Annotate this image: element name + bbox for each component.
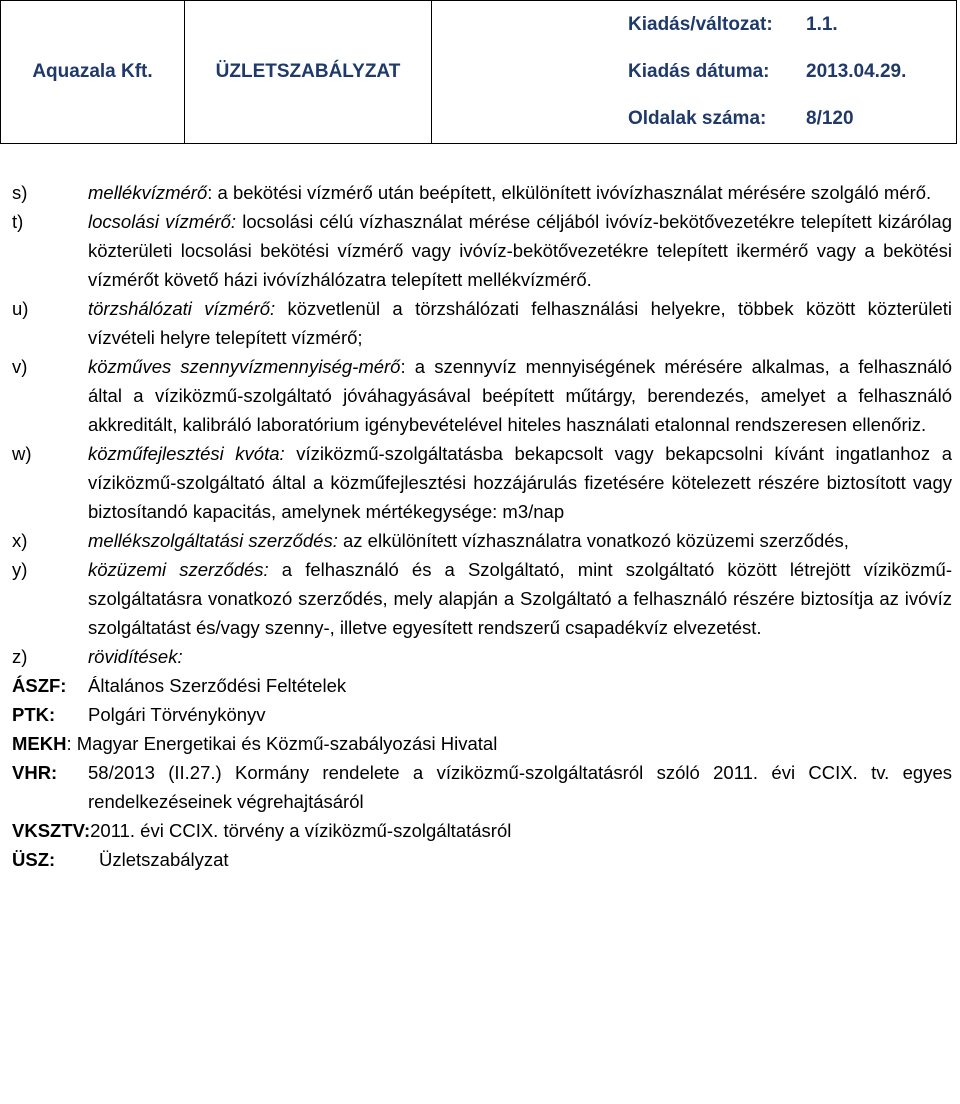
item-text — [88, 439, 952, 526]
pages-row — [628, 96, 956, 143]
item-term: mellékvízmérő — [88, 182, 208, 203]
version-row — [628, 2, 956, 49]
abbreviation-row — [12, 671, 952, 700]
document-body — [12, 178, 952, 874]
definition-item — [12, 294, 952, 352]
item-label: u) — [12, 298, 29, 319]
definition-item — [12, 642, 952, 671]
abbreviation-key: PTK: — [12, 704, 56, 725]
item-label: t) — [12, 211, 24, 232]
definition-item — [12, 207, 952, 294]
definition-item — [12, 352, 952, 439]
item-label: s) — [12, 182, 28, 203]
definition-item — [12, 526, 952, 555]
abbreviation-value: : Magyar Energetikai és Közmű-szabályozási Hivatal — [66, 733, 498, 754]
document-meta — [432, 1, 957, 144]
item-definition: víziközmű-szolgáltatásba bekapcsolt vagy bekapcsolni kívánt ingatlanhoz a víziközmű-szolgáltató által a közműfejlesztési hozzájárulás fizetésére kötelezett részére biztosított vagy biztosítandó kapacitás, amelynek mértékegysége: m3/nap — [88, 443, 952, 522]
date-value: 2013.04.29. — [806, 61, 907, 82]
item-text — [88, 642, 952, 671]
abbreviation-row — [12, 758, 952, 816]
item-definition: az elkülönített vízhasználatra vonatkozó közüzemi szerződés, — [337, 530, 849, 551]
company-name: Aquazala Kft. — [1, 1, 185, 144]
date-label: Kiadás dátuma: — [628, 61, 770, 82]
abbreviation-key: MEKH — [12, 733, 67, 754]
item-definition: locsolási célú vízhasználat mérése céljából ivóvíz-bekötővezetékre telepített kizárólag közterületi locsolási bekötési vízmérő vagy ivóvíz-bekötővezetékre telepített ikermérő vagy a bekötési vízmérőt követő házi ivóvízhálózatra telepített mellékvízmérő. — [88, 211, 952, 290]
abbreviation-row — [12, 845, 952, 874]
item-label: x) — [12, 530, 28, 551]
pages-value: 8/120 — [806, 108, 854, 129]
item-text — [88, 352, 952, 439]
abbreviation-row — [12, 729, 952, 758]
item-text — [88, 555, 952, 642]
item-term: közüzemi szerződés: — [88, 559, 269, 580]
item-definition: : a bekötési vízmérő után beépített, elkülönített ivóvízhasználat mérésére szolgáló mérő. — [207, 182, 932, 203]
abbreviation-key: VHR: — [12, 762, 58, 783]
item-text — [88, 294, 952, 352]
item-label: v) — [12, 356, 28, 377]
abbreviation-value: 2011. évi CCIX. törvény a víziközmű-szolgáltatásról — [90, 820, 512, 841]
abbreviation-key: VKSZTV: — [12, 820, 91, 841]
item-term: rövidítések: — [88, 646, 183, 667]
abbreviation-value: Üzletszabályzat — [99, 849, 229, 870]
date-row — [628, 49, 956, 96]
abbreviation-value: Polgári Törvénykönyv — [88, 704, 266, 725]
pages-label: Oldalak száma: — [628, 108, 767, 129]
item-text — [88, 178, 952, 207]
item-term: közműfejlesztési kvóta: — [88, 443, 285, 464]
item-term: locsolási vízmérő: — [88, 211, 237, 232]
item-text — [88, 526, 952, 555]
item-definition: : a szennyvíz mennyiségének mérésére alkalmas, a felhasználó által a víziközmű-szolgáltató jóváhagyásával beépített műtárgy, berendezés, amelyet a felhasználó akkreditált, kalibráló laboratórium igénybevételével hiteles használati etalonnal rendszeresen ellenőriz. — [88, 356, 952, 435]
item-definition: közvetlenül a törzshálózati felhasználási helyekre, többek között közterületi vízvételi helyre telepített vízmérő; — [88, 298, 952, 348]
item-term: közműves szennyvízmennyiség-mérő — [88, 356, 401, 377]
item-text — [88, 207, 952, 294]
version-label: Kiadás/változat: — [628, 14, 773, 35]
version-value: 1.1. — [806, 14, 838, 35]
abbreviation-key: ÁSZF: — [12, 675, 67, 696]
definition-item — [12, 439, 952, 526]
abbreviation-value: Általános Szerződési Feltételek — [88, 675, 347, 696]
abbreviation-row — [12, 816, 952, 845]
abbreviation-value: 58/2013 (II.27.) Kormány rendelete a víziközmű-szolgáltatásról szóló 2011. évi CCIX. tv. egyes rendelkezéseinek végrehajtásáról — [88, 762, 952, 812]
item-term: törzshálózati vízmérő: — [88, 298, 276, 319]
item-label: z) — [12, 646, 28, 667]
item-definition: a felhasználó és a Szolgáltató, mint szolgáltató között létrejött víziközmű-szolgáltatásra vonatkozó szerződés, mely alapján a Szolgáltató a felhasználó részére biztosítja az ivóvíz szolgáltatást és/vagy szenny-, illetve egyesített rendszerű csapadékvíz elvezetést. — [88, 559, 952, 638]
abbreviation-key: ÜSZ: — [12, 849, 56, 870]
document-title: ÜZLETSZABÁLYZAT — [185, 1, 432, 144]
item-label: y) — [12, 559, 28, 580]
definition-item — [12, 555, 952, 642]
abbreviation-row — [12, 700, 952, 729]
document-header — [0, 0, 957, 144]
definition-item — [12, 178, 952, 207]
item-label: w) — [12, 443, 32, 464]
item-term: mellékszolgáltatási szerződés: — [88, 530, 338, 551]
